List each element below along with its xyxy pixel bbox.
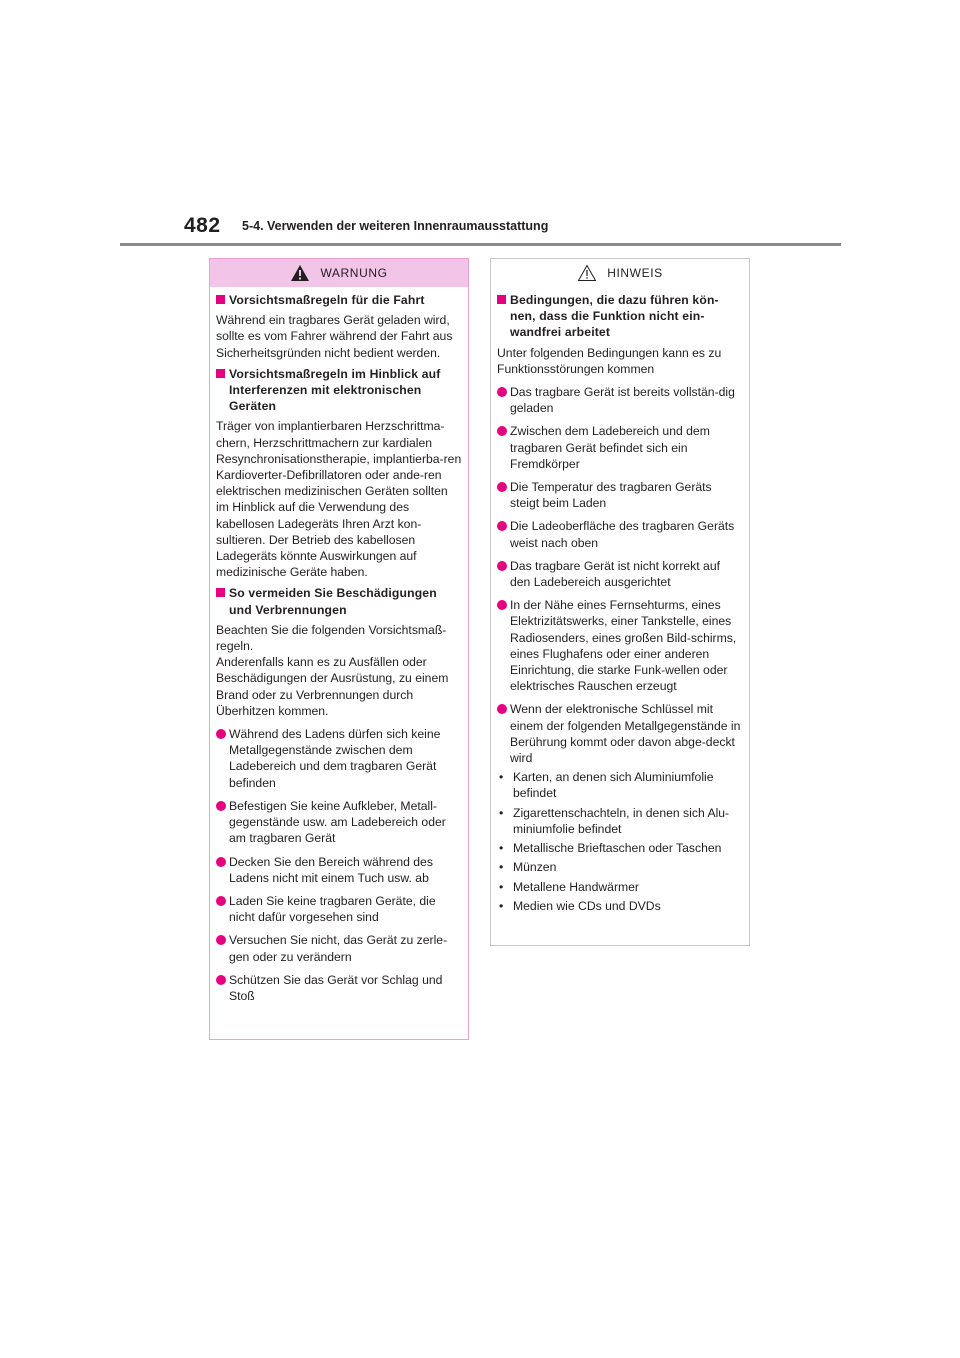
round-bullet-icon: [216, 935, 226, 945]
list-item: Schützen Sie das Gerät vor Schlag und Stoß: [216, 972, 462, 1004]
warning-heading-driving: Vorsichtsmaßregeln für die Fahrt: [216, 292, 462, 308]
notice-label: HINWEIS: [607, 265, 663, 280]
warning-triangle-icon: [290, 264, 310, 282]
warning-box: [209, 258, 469, 1040]
round-bullet-icon: [216, 729, 226, 739]
notice-paragraph-conditions: Unter folgenden Bedingungen kann es zu Funktionsstörungen kommen: [497, 345, 722, 376]
sub-bullet-mark: •: [499, 898, 504, 913]
sub-list-item: • Medien wie CDs und DVDs: [499, 898, 661, 913]
sub-bullet-mark: •: [499, 805, 504, 820]
list-item: Wenn der elektronische Schlüssel mit einem der folgenden Metallgegenstände in Berührung kommt oder davon abge-deckt wird: [497, 701, 743, 766]
list-item: Decken Sie den Bereich während des Ladens nicht mit einem Tuch usw. ab: [216, 854, 462, 886]
warning-heading-interference: Vorsichtsmaßregeln im Hinblick auf Interferenzen mit elektronischen Geräten: [216, 366, 462, 415]
sub-bullet-mark: •: [499, 879, 504, 894]
sub-list-item: • Zigarettenschachteln, in denen sich Alu-miniumfolie befindet: [499, 805, 730, 836]
round-bullet-icon: [497, 704, 507, 714]
warning-triangle-outline-icon: [577, 264, 597, 282]
round-bullet-icon: [497, 561, 507, 571]
list-item: Befestigen Sie keine Aufkleber, Metall-gegenstände usw. am Ladebereich oder am tragbaren Gerät: [216, 798, 462, 847]
warning-paragraph-driving: Während ein tragbares Gerät geladen wird, sollte es vom Fahrer während der Fahrt aus Sicherheitsgründen nicht bedient werden.: [216, 313, 453, 360]
list-item: Laden Sie keine tragbaren Geräte, die nicht dafür vorgesehen sind: [216, 893, 462, 925]
round-bullet-icon: [497, 482, 507, 492]
sub-bullet-mark: •: [499, 860, 504, 875]
warning-header: [210, 259, 468, 287]
warning-paragraph-damage: Beachten Sie die folgenden Vorsichtsmaß-regeln. Anderenfalls kann es zu Ausfällen oder Beschädigungen der Ausrüstung, zu einem Brand oder zu Verbrennungen durch Überhitzen kommen.: [216, 622, 449, 718]
sub-bullet-mark: •: [499, 770, 504, 785]
round-bullet-icon: [497, 600, 507, 610]
sub-bullet-mark: •: [499, 841, 504, 856]
sub-list-item: • Münzen: [499, 860, 557, 875]
round-bullet-icon: [216, 857, 226, 867]
round-bullet-icon: [497, 426, 507, 436]
square-bullet-icon: [216, 369, 225, 378]
square-bullet-icon: [216, 295, 225, 304]
round-bullet-icon: [216, 896, 226, 906]
list-item: Das tragbare Gerät ist nicht korrekt auf den Ladebereich ausgerichtet: [497, 558, 743, 590]
notice-header: [491, 259, 749, 287]
square-bullet-icon: [216, 588, 225, 597]
list-item: Während des Ladens dürfen sich keine Metallgegenstände zwischen dem Ladebereich und dem tragbaren Gerät befinden: [216, 726, 462, 791]
notice-box: [490, 258, 750, 946]
sub-list-item: • Metallische Brieftaschen oder Taschen: [499, 841, 722, 856]
warning-heading-damage: So vermeiden Sie Beschädigungen und Verbrennungen: [216, 585, 462, 617]
header-divider: [120, 243, 841, 246]
round-bullet-icon: [497, 521, 507, 531]
list-item: In der Nähe eines Fernsehturms, eines Elektrizitätswerks, einer Tankstelle, eines Radiosenders, eines großen Bild-schirms, eines Flughafens oder einer anderen Einrichtung, die starke Funk-wellen oder elektrisches Rauschen erzeugt: [497, 597, 743, 694]
notice-heading-conditions: Bedingungen, die dazu führen kön-nen, dass die Funktion nicht ein-wandfrei arbeitet: [497, 292, 743, 341]
round-bullet-icon: [216, 801, 226, 811]
round-bullet-icon: [216, 975, 226, 985]
list-item: Versuchen Sie nicht, das Gerät zu zerle-gen oder zu verändern: [216, 932, 462, 964]
page-number: 482: [184, 214, 221, 237]
warning-label: WARNUNG: [320, 265, 388, 280]
square-bullet-icon: [497, 295, 506, 304]
list-item: Die Ladeoberfläche des tragbaren Geräts weist nach oben: [497, 518, 743, 550]
section-title: 5-4. Verwenden der weiteren Innenraumausstattung: [242, 219, 549, 233]
sub-list-item: • Metallene Handwärmer: [499, 879, 639, 894]
list-item: Das tragbare Gerät ist bereits vollstän-dig geladen: [497, 384, 743, 416]
warning-paragraph-interference: Träger von implantierbaren Herzschrittma-chern, Herzschrittmachern zur kardialen Resynchronisationstherapie, implantierba-ren Kardioverter-Defibrillatoren oder ande-ren elektrischen medizinischen Geräten sollten im Hinblick auf die Verwendung des kabellosen Ladegeräts Ihren Arzt kon-sultieren. Der Betrieb des kabellosen Ladegeräts könnte Auswirkungen auf medizinische Geräte haben.: [216, 419, 462, 580]
list-item: Die Temperatur des tragbaren Geräts steigt beim Laden: [497, 479, 743, 511]
sub-list-item: • Karten, an denen sich Aluminiumfolie befindet: [499, 770, 714, 801]
round-bullet-icon: [497, 387, 507, 397]
list-item: Zwischen dem Ladebereich und dem tragbaren Gerät befindet sich ein Fremdkörper: [497, 423, 743, 472]
